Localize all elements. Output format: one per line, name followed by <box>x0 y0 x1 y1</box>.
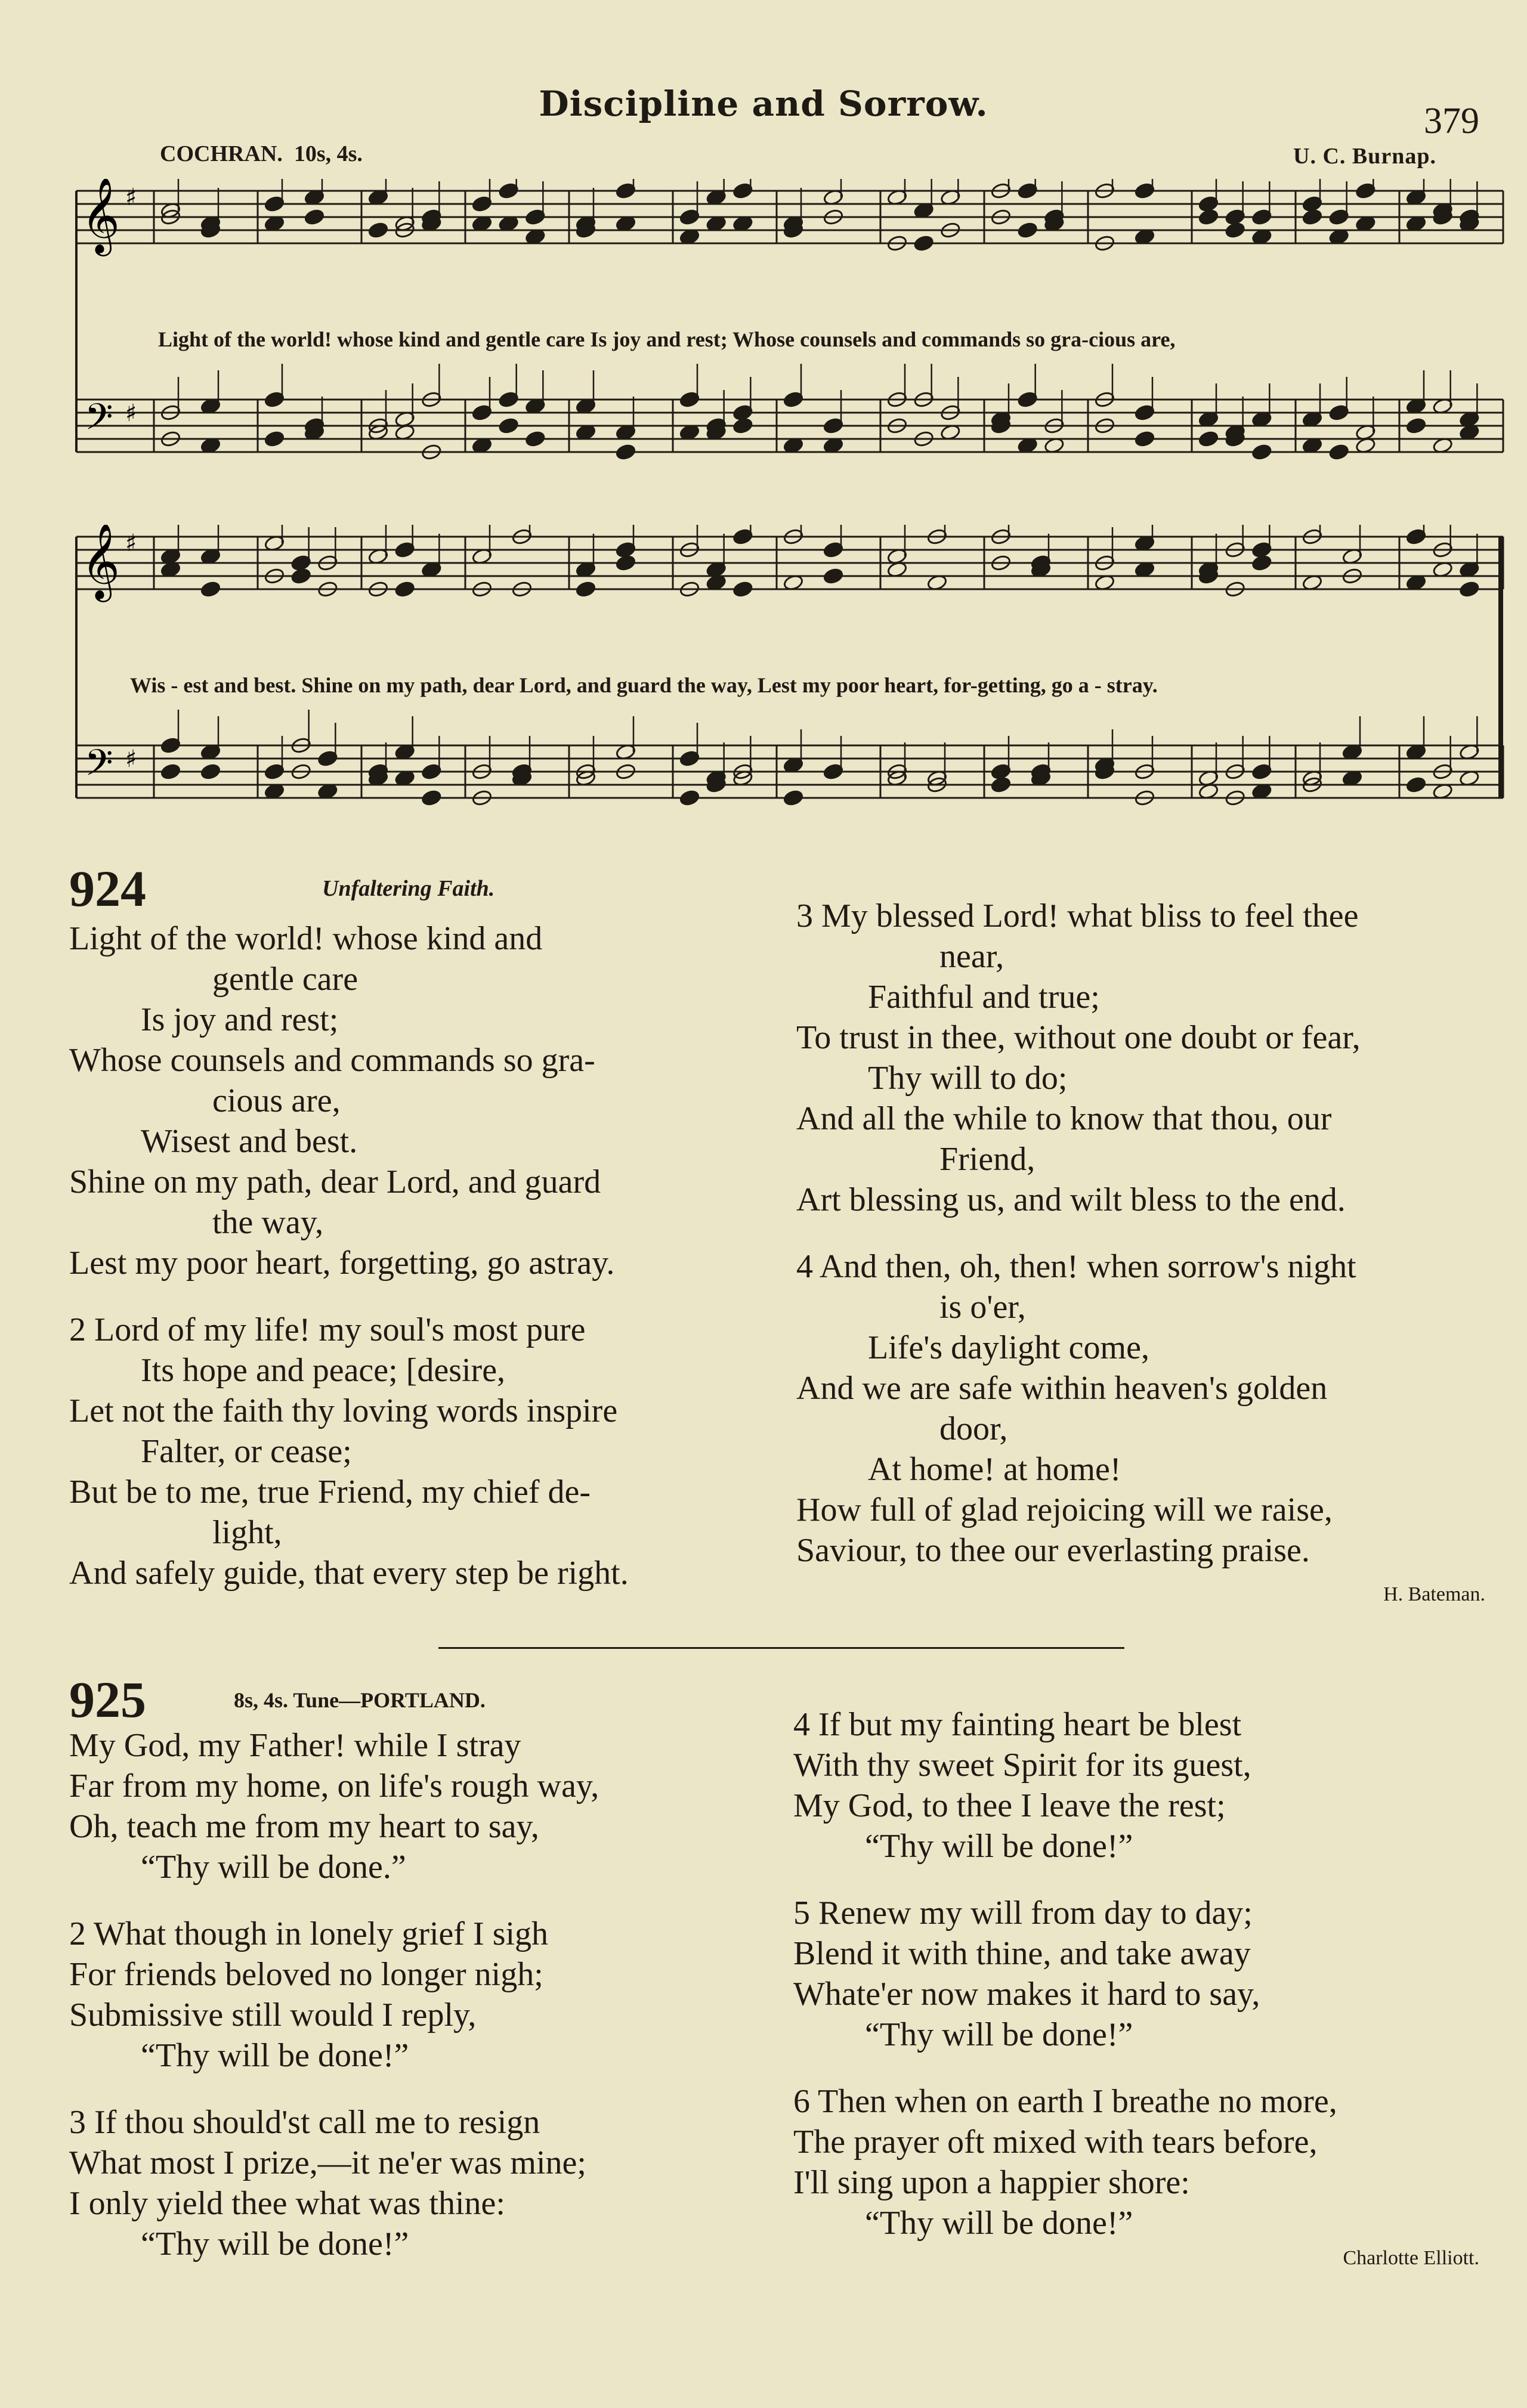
hymn-title-924: Unfaltering Faith. <box>322 876 495 901</box>
note-head <box>1302 208 1322 225</box>
note-head <box>575 580 596 598</box>
key-signature-icon: ♯ <box>125 400 137 427</box>
verse-line: Wisest and best. <box>141 1123 358 1160</box>
verse-line: And safely guide, that every step be right. <box>69 1555 629 1592</box>
music-lyrics-system-1: Light of the world! whose kind and gentle care Is joy and rest; Whose counsels and commands so gra-cious are, <box>158 327 1176 351</box>
note-head <box>200 580 221 598</box>
verse-line: Is joy and rest; <box>141 1001 339 1038</box>
verse-line: 2 What though in lonely grief I sigh <box>69 1915 549 1952</box>
verse-line: I only yield thee what was thine: <box>69 2185 505 2222</box>
note-head <box>823 567 843 584</box>
music-lyrics-system-2: Wis - est and best. Shine on my path, dear Lord, and guard the way, Lest my poor heart, for-getting, go a - stray. <box>130 673 1158 697</box>
hymn-925-meter: 8s, 4s. Tune—PORTLAND. <box>234 1688 486 1712</box>
verse-line: Life's daylight come, <box>868 1329 1149 1366</box>
bass-clef-icon: 𝄢 <box>85 396 113 447</box>
verse-line: For friends beloved no longer nigh; <box>69 1956 543 1993</box>
verse-line: With thy sweet Spirit for its guest, <box>793 1747 1251 1784</box>
verse-line: 4 And then, oh, then! when sorrow's night <box>796 1248 1356 1285</box>
verse-line: “Thy will be done!” <box>141 2037 409 2074</box>
note-head <box>394 580 415 598</box>
verse-line: Friend, <box>939 1141 1035 1178</box>
hymn-925-author: Charlotte Elliott. <box>1343 2247 1479 2269</box>
verse-line: Falter, or cease; <box>141 1433 352 1470</box>
note-head <box>1251 443 1272 460</box>
verse-line: Submissive still would I reply, <box>69 1997 477 2034</box>
composer: U. C. Burnap. <box>1293 144 1436 169</box>
note-head <box>679 789 700 806</box>
stanza-gap <box>69 2076 599 2102</box>
tune-name: COCHRAN. <box>160 141 283 166</box>
running-head: Discipline and Sorrow. <box>539 83 988 124</box>
verse-line: 2 Lord of my life! my soul's most pure <box>69 1311 586 1348</box>
verse-line: is o'er, <box>939 1289 1026 1326</box>
page-number: 379 <box>1424 101 1479 141</box>
hymn-925-column-2 <box>793 1704 1337 2243</box>
note-head <box>200 763 221 780</box>
note-head <box>913 234 934 252</box>
verse-line: Thy will to do; <box>868 1060 1068 1097</box>
verse-line: My God, my Father! while I stray <box>69 1727 521 1764</box>
note-head <box>1225 221 1245 239</box>
hymn-number-924: 924 <box>69 860 146 917</box>
verse-line: cious are, <box>212 1082 341 1119</box>
hymn-number-925: 925 <box>69 1671 146 1728</box>
note-head <box>304 208 324 225</box>
music-system-1 <box>0 179 1527 531</box>
verse-line: To trust in thee, without one doubt or fear, <box>796 1019 1361 1056</box>
note-head <box>290 567 311 584</box>
verse-line: gentle care <box>212 961 358 998</box>
verse-line: Oh, teach me from my heart to say, <box>69 1808 539 1845</box>
note-head <box>367 221 388 239</box>
verse-line: What most I prize,—it ne'er was mine; <box>69 2144 586 2181</box>
note-head <box>1405 417 1426 434</box>
note-head <box>615 443 636 460</box>
treble-clef-icon: 𝄞 <box>81 525 120 599</box>
section-divider <box>438 1647 1124 1649</box>
note-head <box>1459 580 1480 598</box>
verse-line: “Thy will be done!” <box>865 1828 1133 1865</box>
final-bar <box>1498 537 1503 798</box>
stanza-gap <box>793 2055 1337 2081</box>
note-head <box>498 417 519 434</box>
verse-line: 3 My blessed Lord! what bliss to feel thee <box>796 897 1359 934</box>
note-head <box>1251 554 1272 571</box>
verse-line: “Thy will be done!” <box>141 2226 409 2262</box>
verse-line: Light of the world! whose kind and <box>69 920 543 957</box>
verse-line: I'll sing upon a happier shore: <box>793 2164 1190 2201</box>
tune-meter: 10s, 4s. <box>293 141 363 166</box>
treble-clef-icon: 𝄞 <box>81 179 120 253</box>
bass-clef-icon: 𝄢 <box>85 742 113 793</box>
verse-line: the way, <box>212 1204 324 1241</box>
stanza-gap <box>793 1867 1337 1893</box>
note-head <box>1198 208 1219 225</box>
verse-line: 3 If thou should'st call me to resign <box>69 2104 540 2141</box>
verse-line: Saviour, to thee our everlasting praise. <box>796 1532 1310 1569</box>
verse-line: 4 If but my fainting heart be blest <box>793 1706 1242 1743</box>
verse-line: near, <box>939 938 1004 975</box>
verse-line: And we are safe within heaven's golden <box>796 1370 1328 1407</box>
verse-line: Lest my poor heart, forgetting, go astray. <box>69 1245 615 1282</box>
key-signature-icon: ♯ <box>125 530 137 557</box>
verse-line: Art blessing us, and wilt bless to the end. <box>796 1181 1346 1218</box>
note-head <box>615 554 636 571</box>
stanza-gap <box>796 1220 1361 1246</box>
note-head <box>990 776 1011 793</box>
hymn-924-author: H. Bateman. <box>1383 1583 1485 1605</box>
verse-line: How full of glad rejoicing will we raise, <box>796 1491 1333 1528</box>
verse-line: Whose counsels and commands so gra- <box>69 1042 595 1079</box>
note-head <box>1405 776 1426 793</box>
verse-line: Let not the faith thy loving words inspire <box>69 1392 618 1429</box>
key-signature-icon: ♯ <box>125 184 137 211</box>
note-head <box>1017 221 1038 239</box>
note-head <box>783 789 803 806</box>
hymn-924-column-1 <box>69 918 629 1593</box>
note-head <box>732 580 753 598</box>
note-head <box>1134 430 1155 447</box>
verse-line: 5 Renew my will from day to day; <box>793 1895 1253 1932</box>
verse-line: door, <box>939 1410 1008 1447</box>
note-head <box>732 417 753 434</box>
verse-line: At home! at home! <box>868 1451 1121 1488</box>
verse-line: Blend it with thine, and take away <box>793 1935 1251 1972</box>
note-head <box>525 430 546 447</box>
note-head <box>160 763 181 780</box>
note-head <box>1198 430 1219 447</box>
verse-line: Faithful and true; <box>868 979 1100 1016</box>
stanza-gap <box>69 1887 599 1914</box>
hymn-925-column-1 <box>69 1725 599 2264</box>
verse-line: Its hope and peace; [desire, <box>141 1352 506 1389</box>
verse-line: light, <box>212 1514 282 1551</box>
verse-line: Far from my home, on life's rough way, <box>69 1768 599 1805</box>
note-head <box>264 430 285 447</box>
verse-line: “Thy will be done!” <box>865 2205 1133 2242</box>
verse-line: Whate'er now makes it hard to say, <box>793 1976 1260 2013</box>
verse-line: 6 Then when on earth I breathe no more, <box>793 2083 1337 2120</box>
key-signature-icon: ♯ <box>125 745 137 773</box>
verse-line: And all the while to know that thou, our <box>796 1100 1332 1137</box>
hymn-924-column-2 <box>796 896 1361 1571</box>
tune-name-meter <box>160 141 363 167</box>
stanza-gap <box>69 1283 629 1310</box>
verse-line: My God, to thee I leave the rest; <box>793 1787 1226 1824</box>
verse-line: “Thy will be done.” <box>141 1849 406 1886</box>
verse-line: But be to me, true Friend, my chief de- <box>69 1474 591 1511</box>
verse-line: The prayer oft mixed with tears before, <box>793 2124 1318 2161</box>
note-head <box>1328 443 1349 460</box>
verse-line: Shine on my path, dear Lord, and guard <box>69 1163 601 1200</box>
note-head <box>421 789 442 806</box>
verse-line: “Thy will be done!” <box>865 2016 1133 2053</box>
